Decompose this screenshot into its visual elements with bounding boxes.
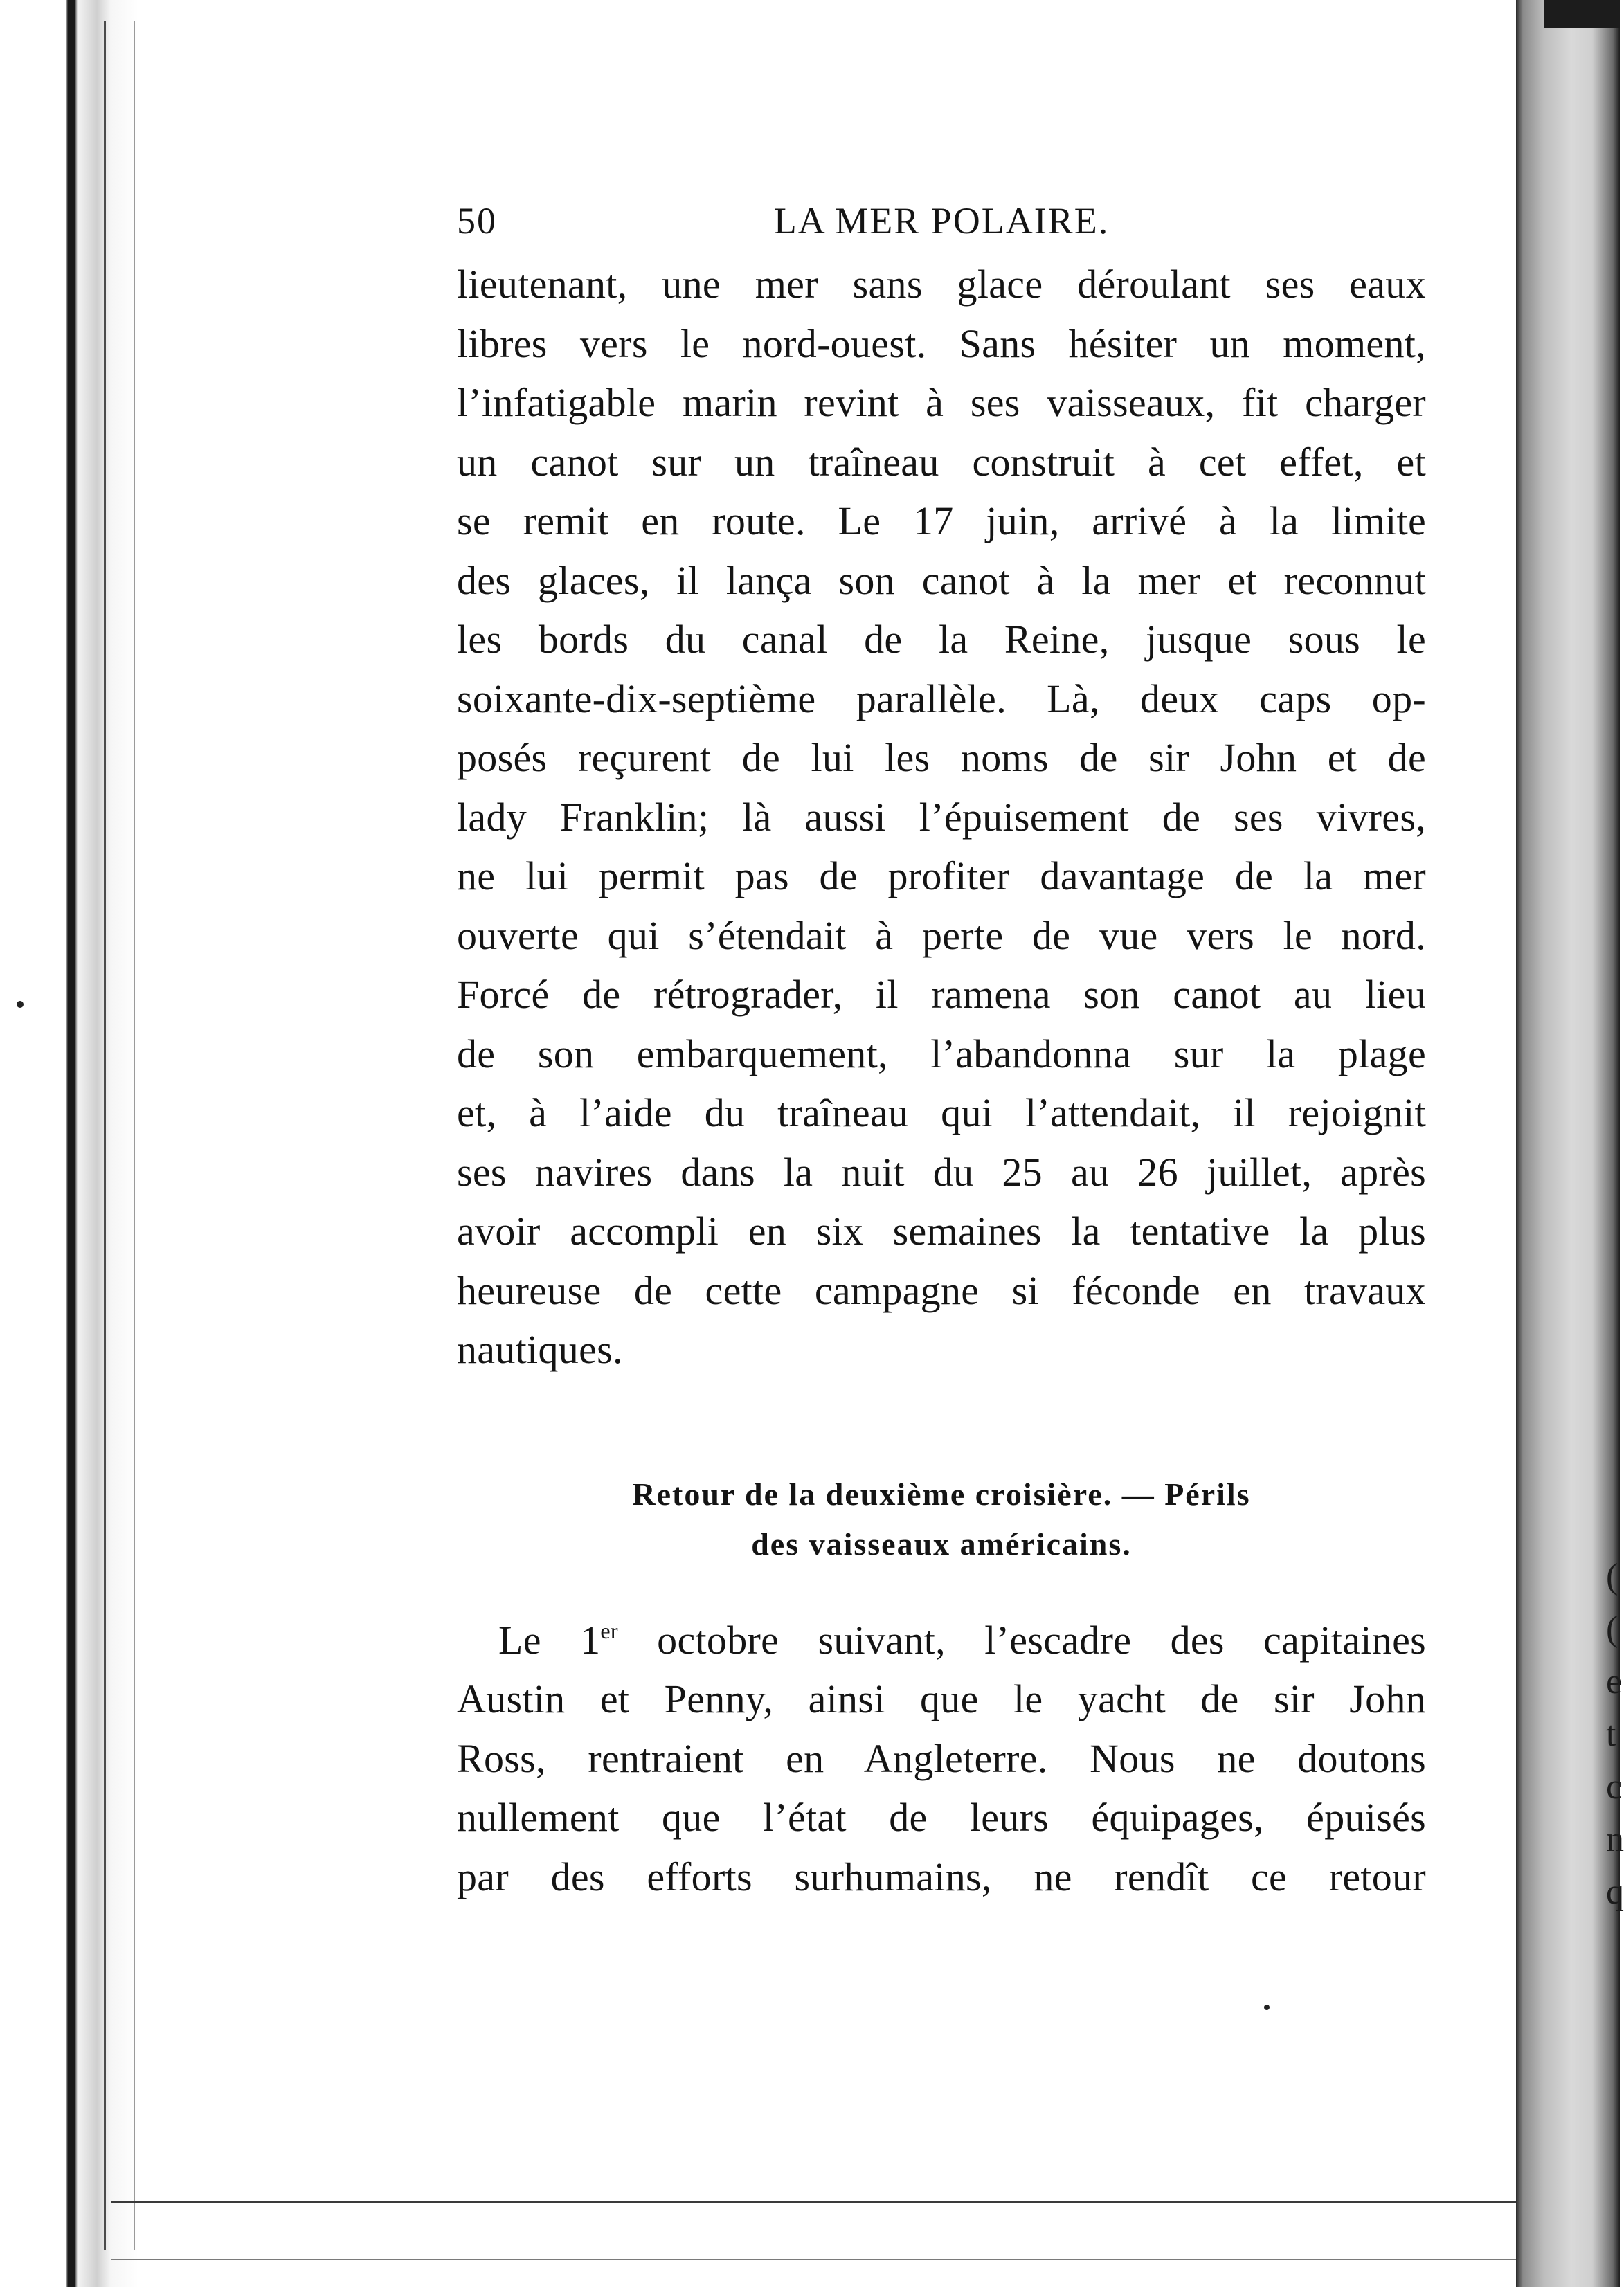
text-line: avoir accompli en six semaines la tentative la plus	[457, 1209, 1426, 1254]
text-line: nautiques.	[457, 1327, 623, 1372]
bleed-letter: (	[1606, 1609, 1618, 1649]
body-paragraph	[457, 1611, 1426, 1907]
text-line: libres vers le nord-ouest. Sans hésiter un moment,	[457, 320, 1426, 366]
section-heading-line: des vaisseaux américains.	[751, 1526, 1132, 1562]
text-line: des glaces, il lança son canot à la mer et reconnut	[457, 557, 1426, 603]
bleed-letter: (	[1606, 1557, 1618, 1596]
page-number: 50	[457, 200, 497, 242]
facing-page-shadow	[1544, 0, 1620, 28]
bleed-letter: n	[1606, 1820, 1624, 1859]
text-line: et, à l’aide du traîneau qui l’attendait, il rejoignit	[457, 1090, 1426, 1135]
running-head	[457, 199, 1426, 255]
bleed-letter: e	[1606, 1662, 1623, 1701]
text-line: heureuse de cette campagne si féconde en travaux	[457, 1267, 1426, 1313]
body-paragraph	[457, 255, 1426, 1380]
facing-page-text-fragment	[1606, 1551, 1624, 1919]
running-title: LA MER POLAIRE.	[773, 200, 1110, 242]
text-line: soixante-dix-septième parallèle. Là, deux caps op-	[457, 676, 1426, 721]
text-line: lady Franklin; là aussi l’épuisement de ses vivres,	[457, 794, 1426, 840]
line-rest: octobre suivant, l’escadre des capitaines	[617, 1617, 1426, 1663]
bleed-letter: q	[1606, 1872, 1624, 1912]
bleed-letter: t	[1606, 1715, 1616, 1754]
text-line: l’infatigable marin revint à ses vaisseaux, fit charger	[457, 380, 1426, 425]
text-line: lieutenant, une mer sans glace déroulant ses eaux	[457, 262, 1426, 307]
section-heading-line: Retour de la deuxième croisière. — Périls	[632, 1476, 1251, 1512]
page-bottom-edge	[111, 2201, 1537, 2260]
line-start: Le 1	[498, 1617, 601, 1663]
text-line: nullement que l’état de leurs équipages, épuisés	[457, 1795, 1426, 1840]
section-heading	[457, 1470, 1426, 1569]
text-line: se remit en route. Le 17 juin, arrivé à la limite	[457, 498, 1426, 543]
scan-speck	[17, 1001, 24, 1008]
text-line: Ross, rentraient en Angleterre. Nous ne doutons	[457, 1735, 1426, 1781]
text-line: un canot sur un traîneau construit à cet effet, et	[457, 439, 1426, 485]
ordinal-suffix: er	[600, 1618, 618, 1643]
text-line: posés reçurent de lui les noms de sir John et de	[457, 735, 1426, 780]
text-line: Austin et Penny, ainsi que le yacht de sir John	[457, 1676, 1426, 1721]
text-line: ne lui permit pas de profiter davantage de la mer	[457, 853, 1426, 898]
page-stack-edge	[104, 21, 135, 2250]
text-line: de son embarquement, l’abandonna sur la plage	[457, 1031, 1426, 1076]
text-line: les bords du canal de la Reine, jusque sous le	[457, 617, 1426, 662]
scan-speck	[1264, 2005, 1270, 2010]
text-line	[457, 1611, 1426, 1670]
text-line: par des efforts surhumains, ne rendît ce retour	[457, 1854, 1426, 1899]
text-line: ses navires dans la nuit du 25 au 26 juillet, après	[457, 1149, 1426, 1195]
facing-page-edge	[1516, 0, 1624, 2287]
text-line: Forcé de rétrograder, il ramena son canot au lieu	[457, 972, 1426, 1017]
text-line: ouverte qui s’étendait à perte de vue vers le nord.	[457, 912, 1426, 958]
bleed-letter: c	[1606, 1767, 1623, 1807]
book-page	[457, 199, 1426, 1906]
